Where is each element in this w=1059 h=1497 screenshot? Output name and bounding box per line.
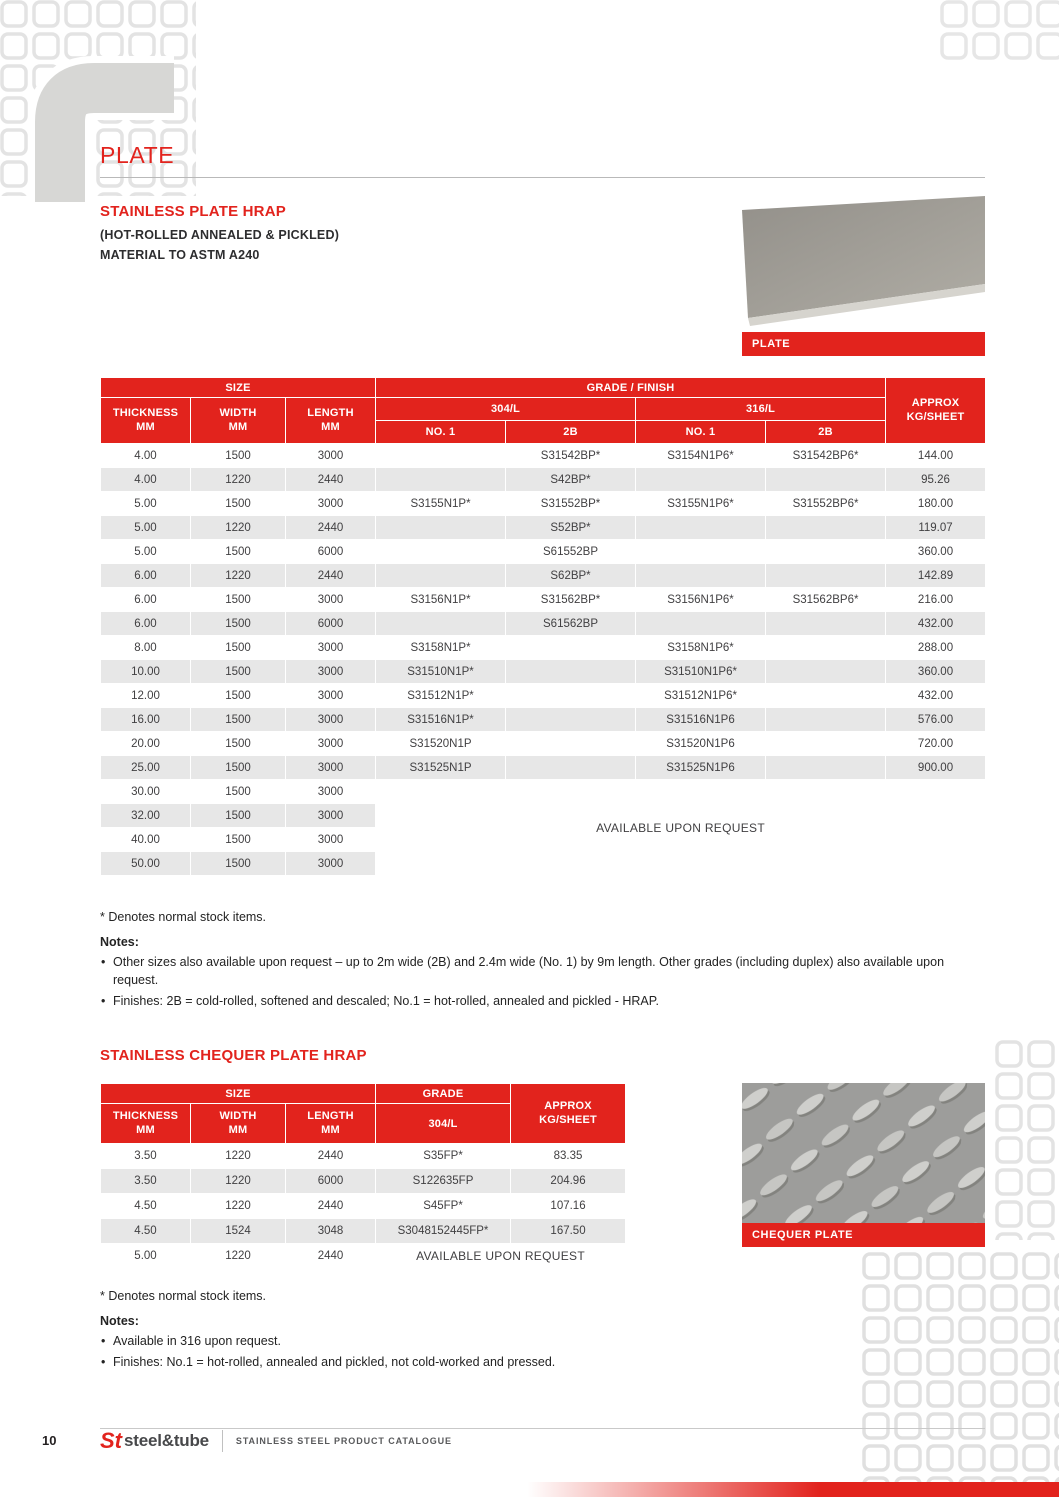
cell: 2440 bbox=[286, 516, 376, 540]
table-row bbox=[101, 588, 986, 612]
cell: 40.00 bbox=[101, 828, 191, 852]
cell: 3000 bbox=[286, 636, 376, 660]
plate-figure bbox=[742, 196, 985, 356]
page-title: PLATE bbox=[100, 142, 175, 168]
available-upon-request-cell: AVAILABLE UPON REQUEST bbox=[376, 780, 986, 876]
cell: 144.00 bbox=[886, 444, 986, 468]
cell: 432.00 bbox=[886, 612, 986, 636]
chequer-figure bbox=[742, 1083, 985, 1247]
cell: 8.00 bbox=[101, 636, 191, 660]
section-heading: STAINLESS CHEQUER PLATE HRAP bbox=[100, 1047, 367, 1064]
cell: 1220 bbox=[191, 468, 286, 492]
cell bbox=[766, 684, 886, 708]
grade-316-header: 316/L bbox=[636, 398, 886, 421]
cell: 2440 bbox=[286, 564, 376, 588]
cell bbox=[636, 468, 766, 492]
cell: 2440 bbox=[286, 1144, 376, 1169]
cell bbox=[376, 540, 506, 564]
cell: 25.00 bbox=[101, 756, 191, 780]
grade-finish-group-header: GRADE / FINISH bbox=[376, 378, 886, 398]
cell: S31552BP* bbox=[506, 492, 636, 516]
cell: 5.00 bbox=[101, 516, 191, 540]
cell: S62BP* bbox=[506, 564, 636, 588]
table-row bbox=[101, 444, 986, 468]
table-row bbox=[101, 660, 986, 684]
cell: 432.00 bbox=[886, 684, 986, 708]
cell: 3000 bbox=[286, 756, 376, 780]
cell: S52BP* bbox=[506, 516, 636, 540]
cell: 4.00 bbox=[101, 468, 191, 492]
cell bbox=[376, 468, 506, 492]
cell bbox=[636, 612, 766, 636]
thickness-header: THICKNESS MM bbox=[101, 1104, 191, 1144]
cell: 2440 bbox=[286, 468, 376, 492]
cell bbox=[766, 636, 886, 660]
cell: S31520N1P bbox=[376, 732, 506, 756]
plate-notes-block bbox=[100, 910, 990, 1013]
cell: S31516N1P* bbox=[376, 708, 506, 732]
table-row bbox=[101, 780, 986, 804]
table-row bbox=[101, 468, 986, 492]
cell: 5.00 bbox=[101, 540, 191, 564]
cell bbox=[506, 732, 636, 756]
cell: 1220 bbox=[191, 1169, 286, 1194]
cell: 1220 bbox=[191, 1144, 286, 1169]
no1-header: NO. 1 bbox=[376, 421, 506, 444]
cell bbox=[506, 708, 636, 732]
table-row bbox=[101, 756, 986, 780]
cell: 5.00 bbox=[101, 492, 191, 516]
cell: 1500 bbox=[191, 804, 286, 828]
cell: 3000 bbox=[286, 852, 376, 876]
cell: 3000 bbox=[286, 660, 376, 684]
cell: S61552BP bbox=[506, 540, 636, 564]
cell: 6000 bbox=[286, 540, 376, 564]
cell: S3158N1P6* bbox=[636, 636, 766, 660]
cell: 6.00 bbox=[101, 564, 191, 588]
2b-header: 2B bbox=[766, 421, 886, 444]
cell: 6000 bbox=[286, 1169, 376, 1194]
cell: 1500 bbox=[191, 732, 286, 756]
cell bbox=[376, 444, 506, 468]
note-item: • Finishes: 2B = cold-rolled, softened and descaled; No.1 = hot-rolled, annealed and pickled - HRAP. bbox=[100, 992, 990, 1010]
cell: 83.35 bbox=[511, 1144, 626, 1169]
cell bbox=[766, 708, 886, 732]
cell: 30.00 bbox=[101, 780, 191, 804]
approx-kg-header bbox=[886, 378, 986, 444]
cell: 1500 bbox=[191, 852, 286, 876]
width-header: WIDTH MM bbox=[191, 398, 286, 444]
cell: 3000 bbox=[286, 492, 376, 516]
table-row bbox=[101, 1169, 626, 1194]
cell bbox=[766, 756, 886, 780]
notes-label: Notes: bbox=[100, 1314, 139, 1328]
cell: 1500 bbox=[191, 756, 286, 780]
cell: 10.00 bbox=[101, 660, 191, 684]
table-row bbox=[101, 612, 986, 636]
cell: 216.00 bbox=[886, 588, 986, 612]
cell: 3000 bbox=[286, 780, 376, 804]
cell: 1500 bbox=[191, 780, 286, 804]
cell bbox=[766, 540, 886, 564]
note-item: • Finishes: No.1 = hot-rolled, annealed and pickled, not cold-worked and pressed. bbox=[100, 1353, 990, 1371]
cell: S31562BP6* bbox=[766, 588, 886, 612]
cell: S31525N1P6 bbox=[636, 756, 766, 780]
cell: 1500 bbox=[191, 492, 286, 516]
available-upon-request-cell: AVAILABLE UPON REQUEST bbox=[376, 1244, 626, 1269]
cell: S3155N1P* bbox=[376, 492, 506, 516]
cell: 576.00 bbox=[886, 708, 986, 732]
cell: 3048 bbox=[286, 1219, 376, 1244]
footnote: * Denotes normal stock items. bbox=[100, 910, 267, 924]
cell: S31510N1P6* bbox=[636, 660, 766, 684]
cell bbox=[636, 516, 766, 540]
cell: 3.50 bbox=[101, 1144, 191, 1169]
approx-kg-header: APPROX KG/SHEET bbox=[511, 1084, 626, 1144]
figure-caption: CHEQUER PLATE bbox=[742, 1223, 985, 1247]
table-row bbox=[101, 684, 986, 708]
cell: 1500 bbox=[191, 612, 286, 636]
cell: 50.00 bbox=[101, 852, 191, 876]
cell: 2440 bbox=[286, 1194, 376, 1219]
cell: 6.00 bbox=[101, 612, 191, 636]
cell: 3000 bbox=[286, 732, 376, 756]
cell: 6.00 bbox=[101, 588, 191, 612]
cell: 180.00 bbox=[886, 492, 986, 516]
cell: S31510N1P* bbox=[376, 660, 506, 684]
length-header: LENGTH MM bbox=[286, 398, 376, 444]
cell bbox=[766, 516, 886, 540]
cell: 119.07 bbox=[886, 516, 986, 540]
cell: 1524 bbox=[191, 1219, 286, 1244]
cell: 142.89 bbox=[886, 564, 986, 588]
grade-304-header: 304/L bbox=[376, 398, 636, 421]
cell: 1500 bbox=[191, 444, 286, 468]
cell: S31552BP6* bbox=[766, 492, 886, 516]
footnote: * Denotes normal stock items. bbox=[100, 1289, 267, 1303]
title-rule bbox=[100, 177, 985, 178]
note-item: • Available in 316 upon request. bbox=[100, 1332, 990, 1350]
approx-line2: KG/SHEET bbox=[906, 410, 965, 423]
note-item: • Other sizes also available upon request – up to 2m wide (2B) and 2.4m wide (No. 1) by 9m length. Other grades (including duplex) also available upon request. bbox=[100, 953, 990, 989]
table-row bbox=[101, 540, 986, 564]
thickness-header: THICKNESS MM bbox=[101, 398, 191, 444]
cell: 3000 bbox=[286, 804, 376, 828]
2b-header: 2B bbox=[506, 421, 636, 444]
plate-table-body bbox=[101, 444, 986, 876]
cell: 360.00 bbox=[886, 660, 986, 684]
cell bbox=[506, 636, 636, 660]
table-row bbox=[101, 516, 986, 540]
table-row bbox=[101, 564, 986, 588]
cell bbox=[636, 564, 766, 588]
chequer-table-body bbox=[101, 1144, 626, 1269]
plate-photo bbox=[742, 196, 985, 332]
cell: S31516N1P6 bbox=[636, 708, 766, 732]
cell: S31562BP* bbox=[506, 588, 636, 612]
figure-caption: PLATE bbox=[742, 332, 985, 356]
cell: S3155N1P6* bbox=[636, 492, 766, 516]
cell: 6000 bbox=[286, 612, 376, 636]
chequer-plate-photo bbox=[742, 1083, 985, 1223]
grade-group-header: GRADE bbox=[376, 1084, 511, 1104]
cell: 1500 bbox=[191, 636, 286, 660]
decor-squares-topright bbox=[940, 0, 1059, 64]
cell: 1500 bbox=[191, 684, 286, 708]
cell bbox=[766, 468, 886, 492]
table-row bbox=[101, 492, 986, 516]
cell: 20.00 bbox=[101, 732, 191, 756]
cell: 1500 bbox=[191, 708, 286, 732]
cell: S35FP* bbox=[376, 1144, 511, 1169]
grade-304-header: 304/L bbox=[376, 1104, 511, 1144]
cell: S3158N1P* bbox=[376, 636, 506, 660]
cell: 16.00 bbox=[101, 708, 191, 732]
table-row bbox=[101, 1144, 626, 1169]
cell bbox=[506, 684, 636, 708]
cell: 1220 bbox=[191, 1194, 286, 1219]
cell: 32.00 bbox=[101, 804, 191, 828]
cell: 2440 bbox=[286, 1244, 376, 1269]
cell: 12.00 bbox=[101, 684, 191, 708]
cell bbox=[766, 660, 886, 684]
cell: 900.00 bbox=[886, 756, 986, 780]
table-row bbox=[101, 1194, 626, 1219]
table-row bbox=[101, 1244, 626, 1269]
table-row bbox=[101, 1219, 626, 1244]
cell bbox=[376, 564, 506, 588]
cell bbox=[506, 660, 636, 684]
cell bbox=[766, 732, 886, 756]
table-row bbox=[101, 708, 986, 732]
footer-red-gradient-bar bbox=[527, 1482, 1059, 1497]
cell bbox=[376, 516, 506, 540]
cell: S3156N1P6* bbox=[636, 588, 766, 612]
cell: 204.96 bbox=[511, 1169, 626, 1194]
cell: 167.50 bbox=[511, 1219, 626, 1244]
cell: S122635FP bbox=[376, 1169, 511, 1194]
cell bbox=[506, 756, 636, 780]
footer-divider bbox=[222, 1430, 223, 1452]
cell: 720.00 bbox=[886, 732, 986, 756]
table-row bbox=[101, 732, 986, 756]
cell: S31542BP* bbox=[506, 444, 636, 468]
chequer-size-table bbox=[100, 1083, 626, 1269]
decor-squares-rightmid bbox=[995, 1040, 1059, 1240]
cell bbox=[766, 564, 886, 588]
size-group-header: SIZE bbox=[101, 378, 376, 398]
cell: 3000 bbox=[286, 708, 376, 732]
cell: S31512N1P* bbox=[376, 684, 506, 708]
cell: 4.50 bbox=[101, 1194, 191, 1219]
steel-and-tube-logo-icon: St bbox=[100, 1428, 122, 1453]
page-number: 10 bbox=[42, 1433, 57, 1448]
cell: S3156N1P* bbox=[376, 588, 506, 612]
cell: 3000 bbox=[286, 684, 376, 708]
cell: 3.50 bbox=[101, 1169, 191, 1194]
cell bbox=[636, 540, 766, 564]
cell: 1500 bbox=[191, 588, 286, 612]
section-subheading: MATERIAL TO ASTM A240 bbox=[100, 248, 260, 262]
cell: S31542BP6* bbox=[766, 444, 886, 468]
cell: 3000 bbox=[286, 444, 376, 468]
chequer-notes-block bbox=[100, 1289, 990, 1374]
cell: 4.50 bbox=[101, 1219, 191, 1244]
notes-label: Notes: bbox=[100, 935, 139, 949]
cell: 3000 bbox=[286, 828, 376, 852]
cell: 5.00 bbox=[101, 1244, 191, 1269]
logo-wordmark: steel&tube bbox=[124, 1431, 209, 1450]
cell: S45FP* bbox=[376, 1194, 511, 1219]
plate-size-table bbox=[100, 377, 986, 876]
size-group-header: SIZE bbox=[101, 1084, 376, 1104]
section-subheading: (HOT-ROLLED ANNEALED & PICKLED) bbox=[100, 228, 340, 242]
cell: S31520N1P6 bbox=[636, 732, 766, 756]
length-header: LENGTH MM bbox=[286, 1104, 376, 1144]
pipe-elbow-graphic bbox=[14, 52, 178, 202]
cell: S61562BP bbox=[506, 612, 636, 636]
table-row bbox=[101, 636, 986, 660]
cell: 1500 bbox=[191, 660, 286, 684]
cell bbox=[376, 612, 506, 636]
cell: 107.16 bbox=[511, 1194, 626, 1219]
footer-tagline: STAINLESS STEEL PRODUCT CATALOGUE bbox=[235, 1436, 452, 1446]
cell: 1500 bbox=[191, 540, 286, 564]
cell: S31512N1P6* bbox=[636, 684, 766, 708]
cell: 3000 bbox=[286, 588, 376, 612]
cell: S42BP* bbox=[506, 468, 636, 492]
plate-section-header bbox=[100, 203, 339, 268]
cell bbox=[766, 612, 886, 636]
cell: 288.00 bbox=[886, 636, 986, 660]
cell: 1220 bbox=[191, 516, 286, 540]
cell: S3048152445FP* bbox=[376, 1219, 511, 1244]
cell: S31525N1P bbox=[376, 756, 506, 780]
no1-header: NO. 1 bbox=[636, 421, 766, 444]
cell: 1500 bbox=[191, 828, 286, 852]
cell: 1220 bbox=[191, 564, 286, 588]
approx-line1: APPROX bbox=[911, 397, 960, 410]
footer bbox=[100, 1426, 452, 1456]
cell: 360.00 bbox=[886, 540, 986, 564]
chequer-section-header bbox=[100, 1047, 367, 1072]
cell: S3154N1P6* bbox=[636, 444, 766, 468]
section-heading: STAINLESS PLATE HRAP bbox=[100, 203, 286, 220]
cell: 4.00 bbox=[101, 444, 191, 468]
cell: 95.26 bbox=[886, 468, 986, 492]
width-header: WIDTH MM bbox=[191, 1104, 286, 1144]
cell: 1220 bbox=[191, 1244, 286, 1269]
